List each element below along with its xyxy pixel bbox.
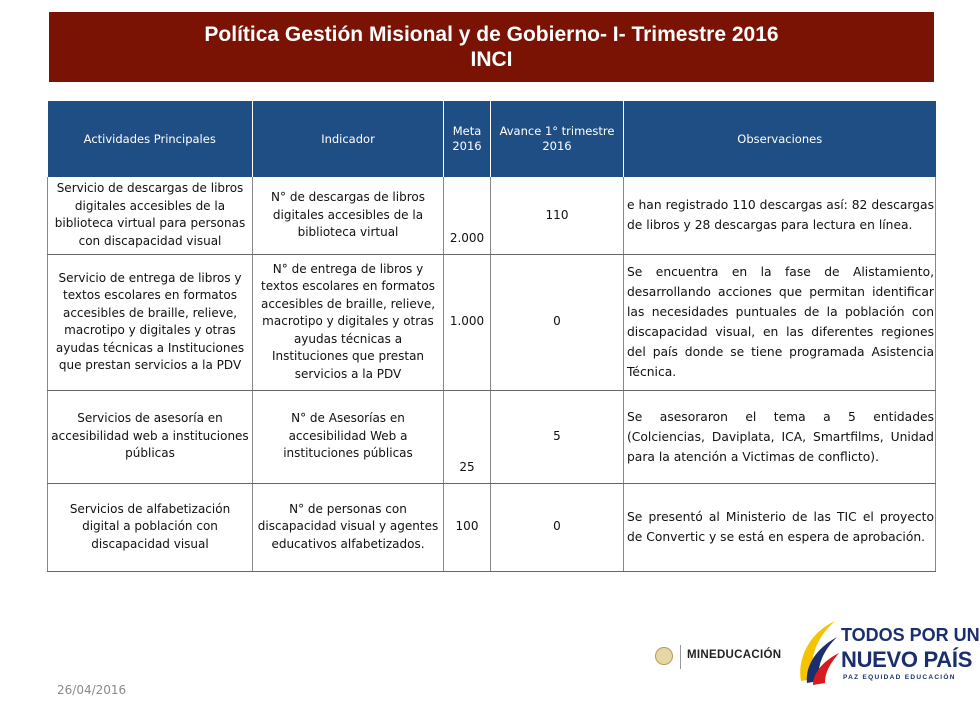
header-observations: Observaciones — [624, 101, 936, 177]
cell-advance: 0 — [491, 254, 624, 390]
cell-meta: 1.000 — [444, 254, 491, 390]
cell-indicator: N° de personas con discapacidad visual y agentes educativos alfabetizados. — [253, 483, 444, 571]
mineducacion-logo — [647, 638, 785, 676]
cell-observations: Se encuentra en la fase de Alistamiento, desarrollando acciones que permitan identificar las necesidades puntuales de la población con discapacidad visual, en las diferentes regiones del país donde se tiene programada Asistencia Técnica. — [624, 254, 936, 390]
footer-date: 26/04/2016 — [57, 683, 127, 697]
cell-indicator: N° de entrega de libros y textos escolares en formatos accesibles de braille, relieve, macrotipo y digitales y otras ayudas técnicas a Instituciones que prestan servicios a la PDV — [253, 254, 444, 390]
cell-indicator: N° de descargas de libros digitales accesibles de la biblioteca virtual — [253, 177, 444, 254]
table-row — [48, 254, 936, 390]
mineducacion-label: MINEDUCACIÓN — [687, 649, 782, 661]
coat-of-arms-icon — [655, 647, 673, 665]
table-header-row — [48, 101, 936, 177]
cell-observations: e han registrado 110 descargas así: 82 descargas de libros y 28 descargas para lectura en línea. — [624, 177, 936, 254]
todos-por-un-nuevo-pais-logo — [795, 617, 980, 692]
activities-table — [47, 101, 936, 572]
title-banner — [49, 12, 934, 82]
header-indicator: Indicador — [253, 101, 444, 177]
table-row — [48, 177, 936, 254]
flag-swoosh-icon — [795, 617, 843, 691]
cell-meta: 25 — [444, 390, 491, 483]
page-subtitle: INCI — [470, 48, 513, 71]
header-meta: Meta 2016 — [444, 101, 491, 177]
table-row — [48, 483, 936, 571]
logo-tagline: PAZ EQUIDAD EDUCACIÓN — [843, 674, 956, 681]
cell-meta: 100 — [444, 483, 491, 571]
cell-advance: 0 — [491, 483, 624, 571]
cell-indicator: N° de Asesorías en accesibilidad Web a instituciones públicas — [253, 390, 444, 483]
cell-activity: Servicio de entrega de libros y textos escolares en formatos accesibles de braille, relieve, macrotipo y digitales y otras ayudas técnicas a Instituciones que prestan servicios a la PDV — [48, 254, 253, 390]
page-title: Política Gestión Misional y de Gobierno- I- Trimestre 2016 — [204, 23, 779, 46]
logo-text-line1: TODOS POR UN — [841, 625, 980, 645]
logo-text-line2: NUEVO PAÍS — [841, 647, 973, 672]
cell-observations: Se asesoraron el tema a 5 entidades (Colciencias, Daviplata, ICA, Smartfilms, Unidad para la atención a Victimas de conflicto). — [624, 390, 936, 483]
cell-observations: Se presentó al Ministerio de las TIC el proyecto de Convertic y se está en espera de aprobación. — [624, 483, 936, 571]
header-advance: Avance 1° trimestre 2016 — [491, 101, 624, 177]
header-activities: Actividades Principales — [48, 101, 253, 177]
cell-activity: Servicios de alfabetización digital a población con discapacidad visual — [48, 483, 253, 571]
table-row — [48, 390, 936, 483]
cell-activity: Servicio de descargas de libros digitales accesibles de la biblioteca virtual para personas con discapacidad visual — [48, 177, 253, 254]
cell-meta: 2.000 — [444, 177, 491, 254]
cell-advance: 110 — [491, 177, 624, 254]
cell-advance: 5 — [491, 390, 624, 483]
cell-activity: Servicios de asesoría en accesibilidad web a instituciones públicas — [48, 390, 253, 483]
logo-divider — [680, 645, 681, 669]
